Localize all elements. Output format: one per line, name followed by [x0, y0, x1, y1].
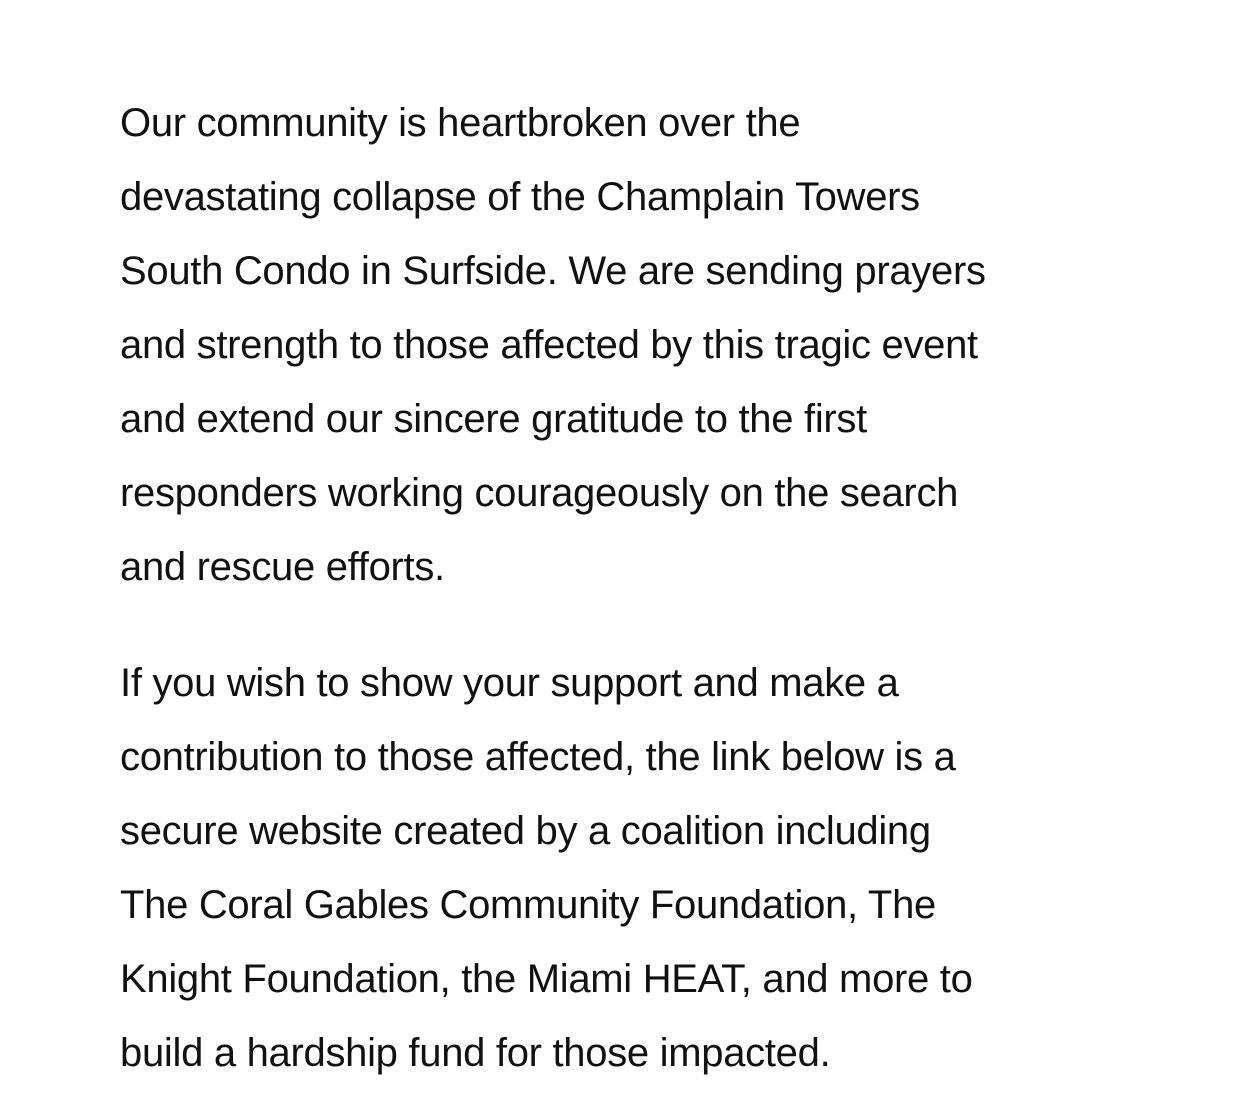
support-paragraph — [120, 646, 1130, 1090]
paragraph-line: The Coral Gables Community Foundation, The — [120, 883, 936, 927]
paragraph-line: secure website created by a coalition including — [120, 809, 931, 853]
paragraph-line: devastating collapse of the Champlain Towers — [120, 175, 920, 219]
paragraph-line: and extend our sincere gratitude to the first — [120, 397, 867, 441]
paragraph-line: contribution to those affected, the link below is a — [120, 735, 956, 779]
paragraph-line: Knight Foundation, the Miami HEAT, and more to — [120, 957, 973, 1001]
paragraph-line: and strength to those affected by this tragic event — [120, 323, 978, 367]
paragraph-line: South Condo in Surfside. We are sending prayers — [120, 249, 986, 293]
paragraph-line: responders working courageously on the search — [120, 471, 959, 515]
paragraph-line: build a hardship fund for those impacted. — [120, 1031, 831, 1075]
paragraph-line: If you wish to show your support and make a — [120, 661, 899, 705]
paragraph-line: Our community is heartbroken over the — [120, 101, 801, 145]
condolence-paragraph — [120, 86, 1130, 604]
message-content — [120, 86, 1130, 1090]
paragraph-line: and rescue efforts. — [120, 545, 445, 589]
